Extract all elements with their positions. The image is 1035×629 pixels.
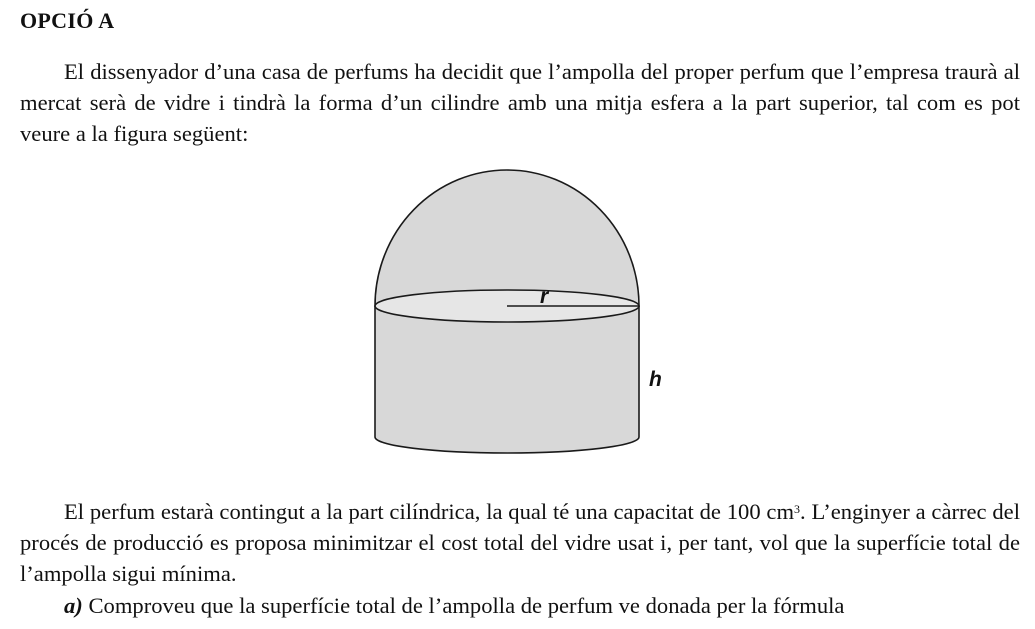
cubic-exponent: 3 — [794, 502, 801, 516]
question-a-label: a) — [64, 593, 83, 618]
question-a-text: Comproveu que la superfície total de l’ampolla de perfum ve donada per la fórmula — [82, 593, 845, 618]
radius-label: r — [540, 285, 549, 308]
height-label: h — [649, 368, 662, 391]
bottle-diagram — [360, 160, 660, 460]
hemisphere — [375, 170, 639, 306]
capacity-paragraph — [20, 496, 1020, 589]
capacity-text-cont: . L’enginyer a càrrec del procés de producció es proposa minimitzar el cost total del vidre usat i, per tant, vol que la superfície total de l’ampolla sigui mínima. — [20, 499, 1020, 586]
intro-paragraph: El dissenyador d’una casa de perfums ha decidit que l’ampolla del proper perfum que l’empresa traurà al mercat serà de vidre i tindrà la forma d’un cilindre amb una mitja esfera a la part superior, tal com es pot veure a la figura següent: — [20, 59, 1020, 146]
cylinder-body — [375, 306, 639, 453]
question-a — [64, 590, 1020, 621]
capacity-text: El perfum estarà contingut a la part cilíndrica, la qual té una capacitat de 100 cm — [64, 499, 795, 524]
bottle-figure — [360, 160, 660, 465]
section-heading: OPCIÓ A — [20, 8, 115, 33]
